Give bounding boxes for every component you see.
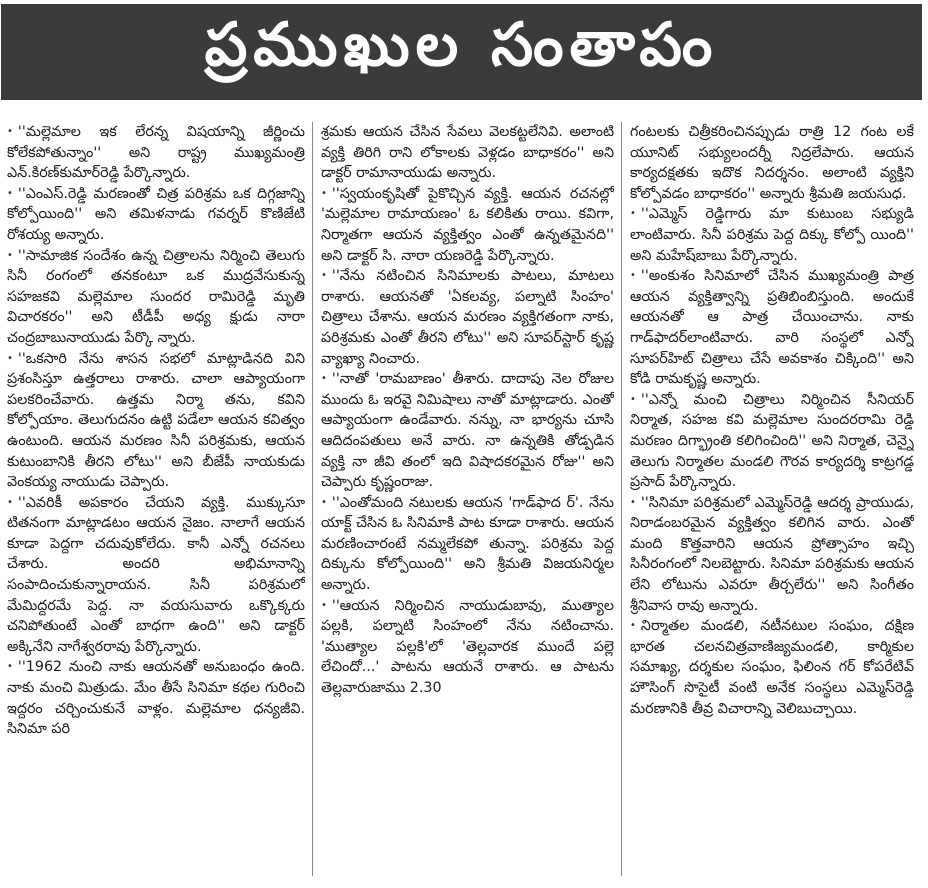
quote-paragraph [321, 122, 614, 184]
paragraph-text: ''అంకుశం సినిమాలో చేసిన ముఖ్యమంత్రి పాత్ర ఆయన వ్యక్తిత్వాన్ని ప్రతిబింబిస్తుంది. అందుకే ఆయనతో ఆ పాత్ర చేయించాను. నాకు గాడ్‌ఫాదర్‌లాంటివారు. వారి సంస్థలో ఎన్నో సూపర్‌హిట్ చిత్రాలు చేసే అవకాశం చిక్కింది'' అని కోడి రామకృష్ణ అన్నారు. [630, 268, 914, 388]
paragraph-text: నిర్మాతల మండలి, నటీనటుల సంఘం, దక్షిణ భారత చలనచిత్రవాణిజ్యమండలి, కార్మికుల సమాఖ్య, దర్శకుల సంఘం, ఫిలింన గర్ కోపరేటివ్ హౌసింగ్ సొసైటీ వంటి అనేక సంస్థలు ఎమ్మెస్‌రెడ్డి మరణానికి తీవ్ర విచారాన్ని వెలిబుచ్చాయి. [630, 618, 914, 717]
headline-title: ప్రముఖుల సంతాపం [204, 10, 719, 80]
column-1 [7, 122, 305, 876]
column-2 [321, 122, 614, 876]
bullet-icon: • [321, 599, 327, 611]
paragraph-text: ''ఎన్నో మంచి చిత్రాలు నిర్మించిన సీనియర్ నిర్మాత, సహజ కవి మల్లెమాల సుందరరామి రెడ్డి మరణం దిగ్భ్రాంతి కలిగించింది'' అని నిర్మాత, చెన్నై తెలుగు నిర్మాతల మండలి గౌరవ కార్యదర్శి కాట్రగడ్డ ప్రసాద్ పేర్కొన్నారు. [630, 391, 914, 491]
column-3 [630, 122, 914, 876]
paragraph-text: ''1962 నుంచి నాకు ఆయనతో అనుబంధం ఉంది. నాకు మంచి మిత్రుడు. మేం తీసే సినిమా కథల గురించి ఇద్దరం చర్చించుకునే వాళ్లం. మల్లెమాల ధన్యజీవి. సినిమా పరి [7, 659, 305, 738]
quote-paragraph [321, 596, 614, 699]
article-body [1, 108, 922, 884]
quote-paragraph [7, 657, 305, 739]
paragraph-text: ''నేను నటించిన సినిమాలకు పాటలు, మాటలు రాశారు. ఆయనతో 'ఏకలవ్య, పల్నాటి సింహం' చిత్రాలు చేశాను. ఆయన మరణం వ్యక్తిగతంగా నాకు, పరిశ్రమకు ఎంతో తీరని లోటు'' అని సూపర్‌స్టార్ కృష్ణ వ్యాఖ్యా నించారు. [321, 268, 614, 367]
bullet-icon: • [630, 393, 636, 405]
quote-paragraph [7, 184, 305, 246]
column-divider [312, 122, 313, 876]
quote-paragraph [7, 493, 305, 658]
paragraph-text: ''ఎంఎస్.రెడ్డి మరణంతో చిత్ర పరిశ్రమ ఒక దిగ్గజాన్ని కోల్పోయింది'' అని తమిళనాడు గవర్నర్ కొణిజేటి రోశయ్య అన్నారు. [7, 185, 305, 243]
paragraph-text: ''స్వయంకృషితో పైకొచ్చిన వ్యక్తి. ఆయన రచనల్లో 'మల్లెమాల రామాయణం' ఓ కలికితు రాయి. కవిగా, నిర్మాతగా ఆయన వ్యక్తిత్వం ఎంతో ఉన్నతమైనది'' అని డాక్టర్ సి. నారా యణరెడ్డి పేర్కొన్నారు. [321, 185, 614, 264]
paragraph-text: ''ఎంతోమంది నటులకు ఆయన 'గాడ్‌ఫాద ర్'. నేను యాక్ట్ చేసిన ఓ సినిమాకి పాట కూడా రాశారు. ఆయన మరణించారంటే నమ్మలేకపో తున్నా. పరిశ్రమ పెద్ద దిక్కును కోల్పోయింది'' అని శ్రీమతి విజయనిర్మల అన్నారు. [321, 494, 614, 594]
headline-banner [1, 4, 922, 100]
quote-paragraph [630, 266, 914, 390]
quote-paragraph [321, 369, 614, 493]
quote-paragraph [630, 493, 914, 617]
quote-paragraph [630, 122, 914, 204]
paragraph-text: ''ఒకసారి నేను శాసన సభలో మాట్లాడినది విని ప్రశంసిస్తూ ఉత్తరాలు రాశారు. చాలా ఆప్యాయంగా పలకరించేవారు. ఉత్తమ నిర్మా తను, కవిని కోల్పోయాం. తెలుగుదనం ఉట్టి పడేలా ఆయన కవిత్వం ఉంటుంది. ఆయన మరణం సినీ పరిశ్రమకు, ఆయన కుటుంబానికి తీరని లోటు'' అని బీజేపీ నాయకుడు వెంకయ్య నాయుడు చెప్పారు. [7, 350, 305, 491]
bullet-icon: • [321, 187, 327, 199]
quote-paragraph [321, 493, 614, 596]
paragraph-text: ''ఆయన నిర్మించిన నాయుడుబావు, ముత్యాల పల్లకి, పల్నాటి సింహంలో నేను నటించాను. 'ముత్యాల పల్లకి'లో 'తెల్లవారక ముందే పల్లె లేచిందో...' పాటను ఆయనే రాశారు. ఆ పాటను తెల్లవారుజాము 2.30 [321, 597, 614, 697]
bullet-icon: • [7, 249, 13, 261]
bullet-icon: • [7, 187, 13, 199]
bullet-icon: • [630, 496, 636, 508]
bullet-icon: • [7, 352, 13, 364]
bullet-icon: • [630, 208, 636, 220]
quote-paragraph [630, 204, 914, 266]
paragraph-text: ''ఎవరికీ అపకారం చేయని వ్యక్తి. ముక్కుసూ టితనంగా మాట్లాడటం ఆయన నైజం. నాలాగే ఆయన కూడా పెద్దగా చదువుకోలేదు. కానీ ఎన్నో రచనలు చేశారు. అందరి అభిమానాన్ని సంపాదించుకున్నారాయన. సినీ పరిశ్రమలో మేమిద్దరమే పెద్ద. నా వయసువారు ఒక్కొక్కరు చనిపోతుంటే ఎంతో బాధగా ఉంది'' అని డాక్టర్ అక్కినేని నాగేశ్వరరావు పేర్కొన్నారు. [7, 494, 305, 655]
paragraph-text: గంటలకు చిత్రీకరించినప్పుడు రాత్రి 12 గంట లకే యూనిట్ సభ్యులందర్నీ నిద్రలేపారు. ఆయన కార్యదక్షతకు ఇదొక నిదర్శనం. అలాంటి వ్యక్తిని కోల్పోవడం బాధాకరం'' అన్నారు శ్రీమతి జయసుధ. [630, 124, 914, 202]
paragraph-text: శ్రమకు ఆయన చేసిన సేవలు వెలకట్టలేనివి. అలాంటి వ్యక్తి తిరిగి రాని లోకాలకు వెళ్లడం బాధాకరం'' అని డాక్టర్ రామానాయుడు అన్నారు. [321, 124, 614, 182]
paragraph-text: ''నాతో 'రామబాణం' తీశారు. దాదాపు నెల రోజుల ముందు ఓ ఇరవై నిమిషాలు నాతో మాట్లాడారు. ఎంతో ఆప్యాయంగా ఉండేవారు. నన్ను, నా భార్యను చూసి ఆదిదంపతులు అనే వారు. నా ఉన్నతికి తోడ్పడిన వ్యక్తి నా జీవి తంలో ఇది విషాదకరమైన రోజు'' అని చెప్పారు కృష్ణంరాజు. [321, 371, 614, 491]
column-divider [621, 122, 622, 876]
paragraph-text: ''సామాజిక సందేశం ఉన్న చిత్రాలను నిర్మించి తెలుగు సినీ రంగంలో తనకంటూ ఒక ముద్రవేసుకున్న సహజకవి మల్లెమాల సుందర రామిరెడ్డి మృతి విచారకరం'' అని టీడీపీ అధ్య క్షుడు నారా చంద్రబాబునాయుడు పేర్కొ న్నారు. [7, 247, 305, 346]
quote-paragraph [630, 390, 914, 493]
quote-paragraph [7, 246, 305, 349]
quote-paragraph [7, 349, 305, 493]
quote-paragraph [7, 122, 305, 184]
bullet-icon: • [321, 496, 327, 508]
paragraph-text: ''సినిమా పరిశ్రమలో ఎమ్మెస్‌రెడ్డి ఆదర్శ ప్రాయుడు, నిరాడంబరమైన వ్యక్తిత్వం కలిగిన వారు. ఎంతో మంది కొత్తవారిని ఆయన ప్రోత్సాహం ఇచ్చి సినీరంగంలో నిలబెట్టారు. సినిమా పరిశ్రమకు ఆయన లేని లోటును ఎవరూ తీర్చలేరు'' అని సింగీతం శ్రీనివాస రావు అన్నారు. [630, 494, 914, 614]
bullet-icon: • [321, 270, 327, 282]
bullet-icon: • [630, 620, 636, 632]
paragraph-text: ''మల్లెమాల ఇక లేరన్న విషయాన్ని జీర్ణించు కోలేకపోతున్నాం'' అని రాష్ట్ర ముఖ్యమంత్రి ఎన్.కిరణ్‌కుమార్‌రెడ్డి పేర్కొన్నారు. [7, 124, 305, 182]
bullet-icon: • [7, 496, 13, 508]
bullet-icon: • [321, 373, 327, 385]
quote-paragraph [321, 266, 614, 369]
bullet-icon: • [630, 270, 636, 282]
bullet-icon: • [7, 126, 13, 137]
quote-paragraph [321, 184, 614, 266]
bullet-icon: • [7, 661, 13, 673]
quote-paragraph [630, 616, 914, 719]
paragraph-text: ''ఎమ్మెస్ రెడ్డిగారు మా కుటుంబ సభ్యుడి లాంటివారు. సినీ పరిశ్రమ పెద్ద దిక్కు కోల్పో యింది'' అని మహేష్‌బాబు పేర్కొన్నారు. [630, 206, 914, 264]
